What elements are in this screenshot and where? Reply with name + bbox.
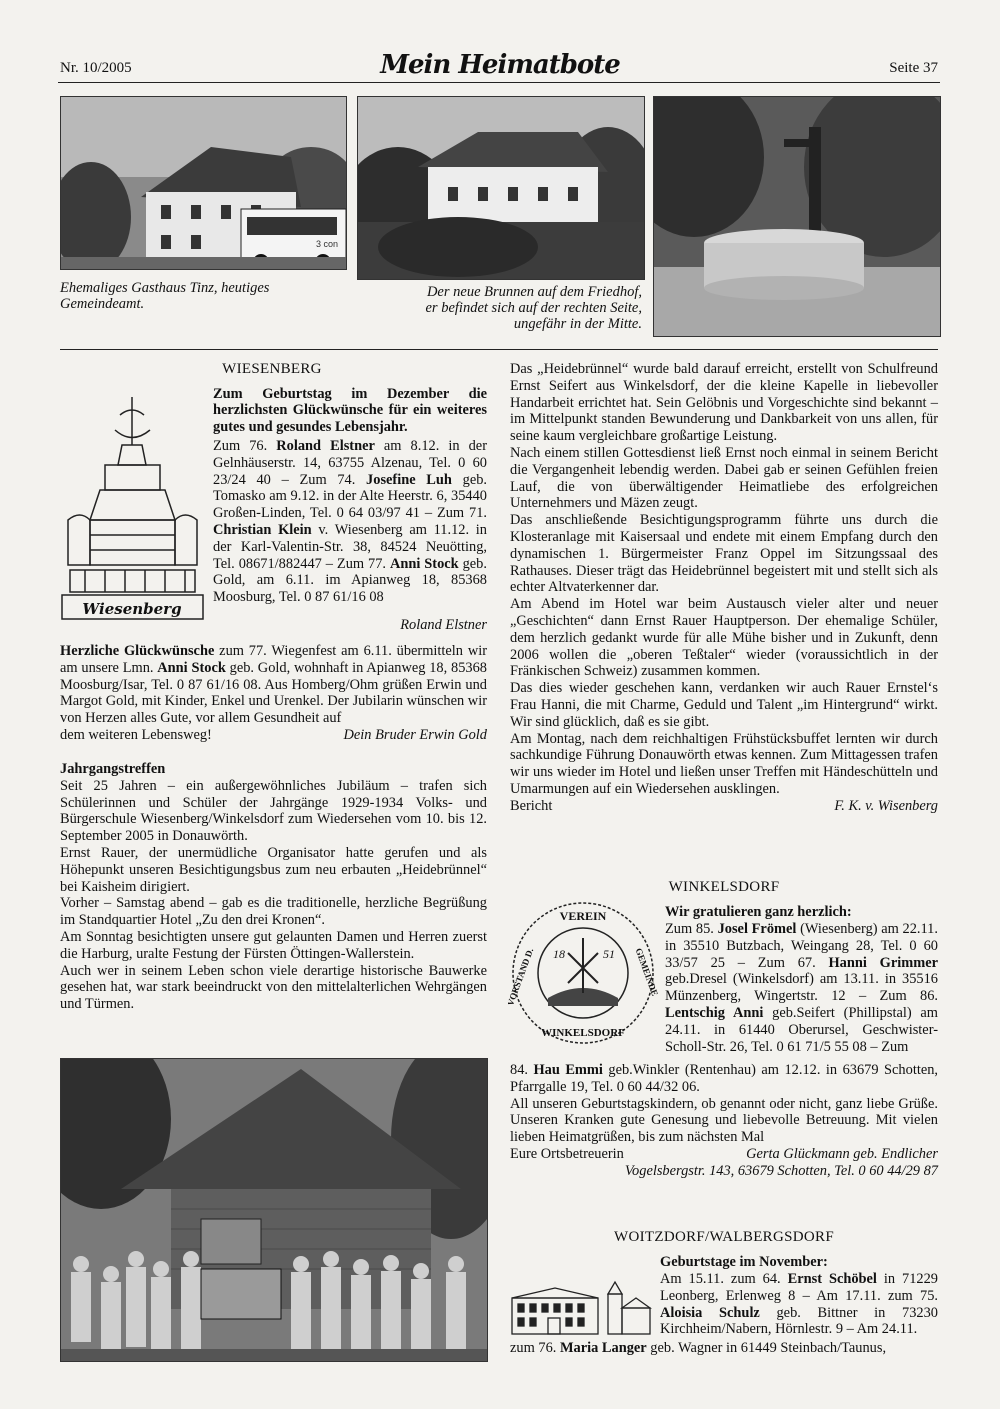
text-run: Zum 76.: [213, 438, 277, 454]
text-run: geb. Wagner in 61449 Steinbach/Taunus,: [646, 1340, 887, 1356]
text-run: Am 15.11. zum 64.: [660, 1271, 788, 1287]
caption-friedhof: [380, 284, 642, 332]
text-run: (Wiesenberg) am 22.11. in 35510 Butzbach, Weingang 28, Tel. 0 60 33/57 25 – Zum 67.: [665, 921, 938, 971]
seal-year-right: 51: [603, 947, 615, 961]
text-run: in 71229 Leonberg, Erlenweg 8 – Am 17.11. zum 75.: [660, 1271, 938, 1304]
header-rule: [58, 82, 940, 83]
section-title-wiesenberg: WIESENBERG: [222, 361, 322, 377]
text-run-bold: Herzliche Glückwünsche: [60, 643, 215, 659]
caption-friedhof-line3: ungefähr in der Mitte.: [513, 316, 642, 332]
report-label: Bericht: [510, 797, 553, 814]
text-run: Zum 85.: [665, 921, 718, 937]
woitzdorf-intro: Geburtstage im November:: [660, 1254, 828, 1270]
wiesenberg-birthdays: [213, 438, 487, 606]
text-run: 84.: [510, 1062, 534, 1078]
page-number: Seite 37: [889, 60, 938, 76]
caption-friedhof-line1: Der neue Brunnen auf dem Friedhof,: [426, 284, 642, 300]
seal-year-left: 18: [553, 947, 565, 961]
section-title-winkelsdorf: WINKELSDORF: [668, 879, 780, 895]
winkelsdorf-seal: [508, 898, 658, 1048]
text-run: geb. Gold, wohnhaft in Apianweg 18, 85368 Moosburg/Isar, Tel. 0 87 61/16 08. Aus Homberg/Ohm grüßen Erwin und Margot Gold, mit Kinder, Enkel und Urenkel. Der Jubilarin wünschen wir von Herzen alles Gute, vor allem Gesundheit auf: [60, 659, 487, 727]
paragraph: Auch wer in seinem Leben schon viele derartige historische Bauwerke gesehen hat, war stark beeindruckt von den mittelalterlichen Wehrgängen und Türmen.: [60, 962, 487, 1013]
text-run: am 8.12. in der Gelnhäuserstr. 14, 63755 Alzenau, Tel. 0 60 23/24 40 – Zum 74.: [213, 438, 487, 488]
paragraph: Am Montag, nach dem reichhaltigen Frühstücksbuffet lernten wir durch sachkundige Führung Donauwörth etwas kennen. Zum Mittagessen trafen wir uns wieder im Hotel und ließen unser Treffen mit Händeschütteln und Umarmungen auf ein Wiedersehen ausklingen.: [510, 730, 938, 797]
caption-friedhof-line2: er befindet sich auf der rechten Seite,: [425, 300, 642, 316]
photo-brunnen: [653, 96, 941, 337]
photo-group: [60, 1058, 488, 1362]
text-run: geb. Gold, am 6.11. im Apianweg 18, 85368 Moosburg, Tel. 0 87 61/16 08: [213, 555, 487, 606]
section-title-woitzdorf: WOITZDORF/WALBERGSDORF: [614, 1229, 834, 1245]
caption-gasthaus: Ehemaliges Gasthaus Tinz, heutiges Gemeindeamt.: [60, 280, 270, 312]
person-name: Anni Stock: [157, 659, 226, 676]
sign-role: Eure Ortsbetreuerin: [510, 1145, 624, 1162]
woitzdorf-continued: [510, 1340, 938, 1357]
winkelsdorf-intro: Wir gratulieren ganz herzlich:: [665, 904, 852, 920]
masthead-title: Mein Heimatbote: [380, 50, 620, 80]
jahrgangstreffen-title: Jahrgangstreffen: [60, 761, 166, 777]
person-name: Lentschig Anni: [665, 1004, 764, 1021]
winkelsdorf-continued: [510, 1062, 938, 1180]
winkelsdorf-sign-line: [510, 1146, 938, 1163]
person-name: Ernst Schöbel: [787, 1271, 877, 1287]
paragraph: Seit 25 Jahren – ein außergewöhnliches Jubiläum – trafen sich Schülerinnen und Schüler der Jahrgänge 1929-1934 Volks- und Bürgerschule Wiesenberg/Winkelsdorf zum Wiedersehen vom 10. bis 12. September 2005 in Donauwörth.: [60, 777, 487, 845]
seal-left-text: VORSTAND D.: [508, 946, 536, 1008]
person-name: Hanni Grimmer: [828, 954, 938, 971]
photo-gasthaus: [60, 96, 347, 270]
person-name: Josel Frömel: [717, 921, 797, 937]
person-name: Anni Stock: [389, 555, 459, 572]
person-name: Josefine Luh: [366, 471, 452, 488]
paragraph: All unseren Geburtstagskindern, ob genannt oder nicht, ganz liebe Grüße. Unseren Kranken gute Genesung und liebevolle Betreuung. Mit vielen lieben Heimatgrüßen, bis zum nächsten Mal: [510, 1095, 938, 1146]
text-run: v. Wiesenberg am 11.12. in der Karl-Valentin-Str. 38, 84524 Neuötting, Tel. 08671/882447 – Zum 77.: [213, 521, 487, 572]
person-name: Aloisia Schulz: [660, 1304, 760, 1321]
photo-friedhof: [357, 96, 645, 280]
seal-top-text: VEREIN: [559, 909, 607, 923]
paragraph: Das „Heidebrünnel“ wurde bald darauf erreicht, erstellt von Schulfreund Ernst Seifert aus Winkelsdorf, der die kleine Kapelle in liebevoller Handarbeit errichtet hat. Sein Gelöbnis und Vorgeschichte sind bekannt – im Mittelpunkt standen Bewunderung und Dankbarkeit von uns allen, für seine kaum vergleichbare großartige Leistung.: [510, 361, 938, 445]
text-run: geb.Winkler (Rentenhau) am 12.12. in 63679 Schotten, Pfarrgalle 19, Tel. 0 60 44/32 06.: [510, 1062, 938, 1095]
paragraph: Am Sonntag besichtigten unsere gut gelaunten Damen und Herren zuerst die Harburg, uralte Festung der Fürsten Öttingen-Wallerstein.: [60, 928, 487, 962]
signature-erwin: Dein Bruder Erwin Gold: [343, 726, 487, 743]
text-run: geb. Tomasko am 9.12. in der Alte Heerstr. 6, 35440 Großen-Linden, Tel. 0 64 03/97 41 – Zum 71.: [213, 471, 487, 522]
wiesenberg-crest: [60, 385, 205, 625]
sign-address: Vogelsbergstr. 143, 63679 Schotten, Tel. 0 60 44/29 87: [624, 1162, 938, 1179]
person-name: Roland Elstner: [276, 438, 375, 454]
paragraph: Nach einem stillen Gottesdienst ließ Ernst noch einmal in seinem Bericht die Vergangenheit lebendig werden. Dabei gab er seinen Gefühlen freien Lauf, die von überwältigender Heimatliebe des erfolgreichen Unternehmers und Mäzen zeugt.: [510, 444, 938, 512]
text-run: zum 77. Wiegenfest am 6.11. übermitteln wir am unsere Lmn.: [60, 643, 488, 676]
seal-bottom-text: WINKELSDORF: [541, 1027, 625, 1039]
person-name: Hau Emmi: [533, 1062, 603, 1078]
paragraph: Das anschließende Besichtigungsprogramm führte uns durch die Klosteranlage mit Kaisersaal und endete mit einem Empfang durch den dynamischen 1. Bürgermeister Franz Oppel im Sitzungssaal des Rathauses. Dieser trägt das Heidebrünnel begeistert mit und stellt sich als echter Altvaterkenner dar.: [510, 512, 938, 596]
wiesenberg-greeting: [60, 643, 487, 744]
photo-rule: [60, 349, 938, 350]
crest-label: Wiesenberg: [82, 600, 182, 618]
sign-name: Gerta Glückmann geb. Endlicher: [746, 1145, 938, 1162]
paragraph: Am Abend im Hotel war beim Austausch vieler alter und neuer „Geschichten“ dann Ernst Rauer Hauptperson. Der ehemalige Schüler, dem herzlich gedankt wurde für alle Mühe bisher und in Zukunft, denn 2006 wollen die „oberen Teßtaler“ wieder (voraussichtlich in der Fränkischen Schweiz) zusammen kommen.: [510, 596, 938, 680]
winkelsdorf-birthdays: [665, 921, 938, 1055]
signature-roland: Roland Elstner: [400, 617, 487, 633]
text-run: zum 76.: [510, 1340, 560, 1356]
jahrgangstreffen-article: [60, 761, 487, 1013]
bus-label: 3 con: [316, 239, 339, 249]
text-run: geb. Bittner in 73230 Kirchheim/Nabern, Hörnlestr. 9 – Am 24.11.: [660, 1304, 938, 1338]
text-run: geb.Dresel (Winkelsdorf) am 13.11. in 35516 Münzenberg, Wingertstr. 12 – Zum 86.: [665, 971, 938, 1005]
woitzdorf-vignette: [510, 1280, 652, 1338]
seal-right-text: GEMEINDE: [633, 946, 658, 998]
person-name: Christian Klein: [213, 521, 312, 538]
greeting-last-line: [60, 727, 487, 744]
issue-number: Nr. 10/2005: [60, 60, 132, 76]
text-run: dem weiteren Lebensweg!: [60, 726, 212, 743]
wiesenberg-intro: Zum Geburtstag im Dezember die herzlichsten Glückwünsche für ein weiteres gutes und gesundes Lebensjahr.: [213, 386, 487, 435]
text-run: geb.Seifert (Phillipstal) am 24.11. in 61440 Oberursel, Geschwister-Scholl-Str. 26, Tel. 0 61 71/5 55 08 – Zum: [665, 1004, 938, 1055]
paragraph: Das dies wieder geschehen kann, verdanken wir auch Rauer Ernstel‘s Frau Hanni, die mit Charme, Geduld und Talent „im Hintergrund“ wirkt. Wir sind glücklich, daß es sie gibt.: [510, 680, 938, 730]
report-sign-line: [510, 798, 938, 815]
paragraph: Vorher – Samstag abend – gab es die traditionelle, herzliche Begrüßung im Standquartier Hotel „Zu den drei Kronen“.: [60, 895, 487, 929]
heidebruennel-article: [510, 361, 938, 815]
woitzdorf-birthdays: [660, 1271, 938, 1338]
person-name: Maria Langer: [559, 1340, 647, 1356]
paragraph: Ernst Rauer, der unermüdliche Organisator hatte gerufen und als Höhepunkt unseren Besichtigungsbus zum neu erbauten „Heidebrünnel“ bei Kaisheim dirigiert.: [60, 844, 487, 895]
report-signature: F. K. v. Wisenberg: [834, 797, 938, 814]
